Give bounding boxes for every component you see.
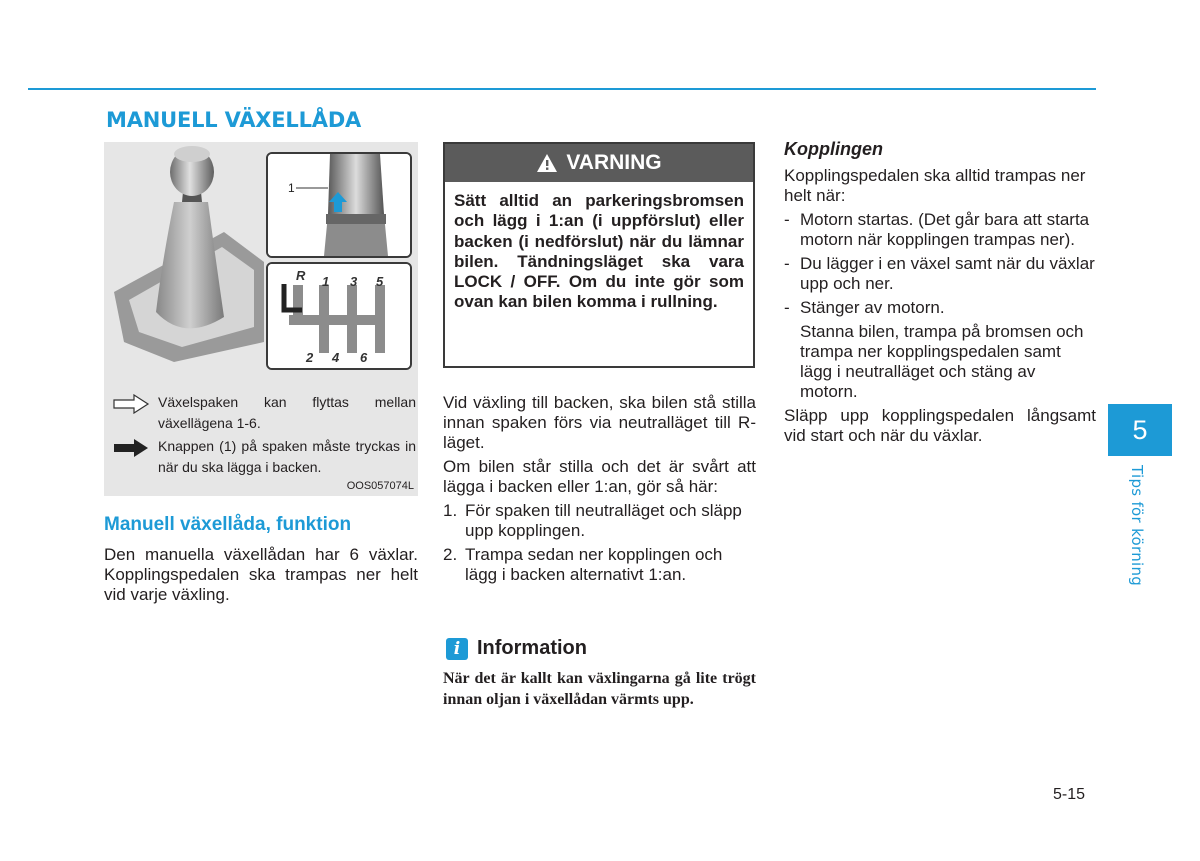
gear-label-3: 3 — [350, 274, 358, 289]
section-title: MANUELL VÄXELLÅDA — [106, 108, 362, 132]
subheading: Manuell växellåda, funktion — [104, 514, 352, 535]
information-text: När det är kallt kan växlingarna gå lite trögt innan oljan i växellådan värmts upp. — [443, 670, 756, 708]
right-heading: Kopplingen — [784, 139, 883, 159]
middle-paragraph-1: Vid växling till backen, ska bilen stå stilla innan spaken förs via neutralläget till R-läget. — [443, 393, 756, 452]
outline-arrow-icon — [112, 394, 150, 414]
gear-label-5: 5 — [376, 274, 384, 289]
list-item: 2. Trampa sedan ner kopplingen och lägg i backen alternativt 1:an. — [443, 545, 723, 584]
warning-title: VARNING — [566, 151, 662, 174]
right-intro: Kopplingspedalen ska alltid trampas ner helt när: — [784, 166, 1086, 205]
left-paragraph: Den manuella växellådan har 6 växlar. Kopplingspedalen ska trampas ner helt vid varje växling. — [104, 545, 418, 604]
middle-column — [443, 393, 756, 589]
right-column — [784, 139, 1096, 446]
list-item: - Motorn startas. (Det går bara att starta motorn när kopplingen trampas ner). — [784, 210, 1090, 249]
figure-code: OOS057074L — [346, 480, 414, 492]
right-sub-paragraph: Stanna bilen, trampa på bromsen och trampa ner kopplingspedalen samt lägg i neutralläget och stäng av motorn. — [800, 322, 1084, 401]
legend-text: Växelspaken kan flyttas mellan växellägena 1-6. — [158, 394, 416, 431]
chapter-tab: 5 — [1108, 404, 1172, 456]
list-item: - Du lägger i en växel samt när du växlar upp och ner. — [784, 254, 1095, 293]
gear-label-1: 1 — [322, 274, 330, 289]
middle-paragraph-2: Om bilen står stilla och det är svårt att lägga i backen eller 1:an, gör så här: — [443, 457, 756, 496]
list-item: 1. För spaken till neutralläget och släpp upp kopplingen. — [443, 501, 742, 540]
chapter-label: Tips för körning — [1128, 465, 1146, 587]
knob-button-inset — [266, 152, 412, 258]
information-header — [446, 637, 587, 660]
warning-box — [443, 142, 755, 368]
solid-arrow-icon — [112, 438, 150, 458]
gear-label-r: R — [296, 268, 306, 283]
gear-label-4: 4 — [332, 350, 340, 365]
information-title: Information — [477, 637, 587, 659]
legend-item — [112, 436, 416, 478]
dash-list — [784, 210, 1096, 318]
gear-lever-figure — [104, 142, 418, 496]
gear-lever-illustration — [104, 142, 264, 382]
list-item: - Stänger av motorn. — [784, 298, 945, 317]
gear-label-6: 6 — [360, 350, 368, 365]
top-rule — [28, 88, 1096, 90]
warning-triangle-icon — [536, 153, 558, 173]
info-icon: i — [446, 638, 468, 660]
page-number: 5-15 — [1053, 786, 1086, 803]
knob-callout-label: 1 — [288, 181, 295, 195]
step-list — [443, 501, 756, 585]
right-closing: Släpp upp kopplingspedalen långsamt vid start och när du växlar. — [784, 406, 1096, 445]
warning-text: Sätt alltid an parkeringsbromsen och lägg i 1:an (i uppförslut) eller backen (i nedförslut) när du lämnar bilen. Tändningsläget ska vara LOCK / OFF. Om du inte gör som ovan kan bilen komma i rullning. — [454, 191, 744, 312]
legend-text: Knappen (1) på spaken måste tryckas in när du ska lägga i backen. — [158, 438, 416, 475]
gear-label-2: 2 — [306, 350, 314, 365]
shift-pattern-inset — [266, 262, 412, 370]
warning-header — [445, 144, 753, 182]
legend-item — [112, 392, 416, 434]
